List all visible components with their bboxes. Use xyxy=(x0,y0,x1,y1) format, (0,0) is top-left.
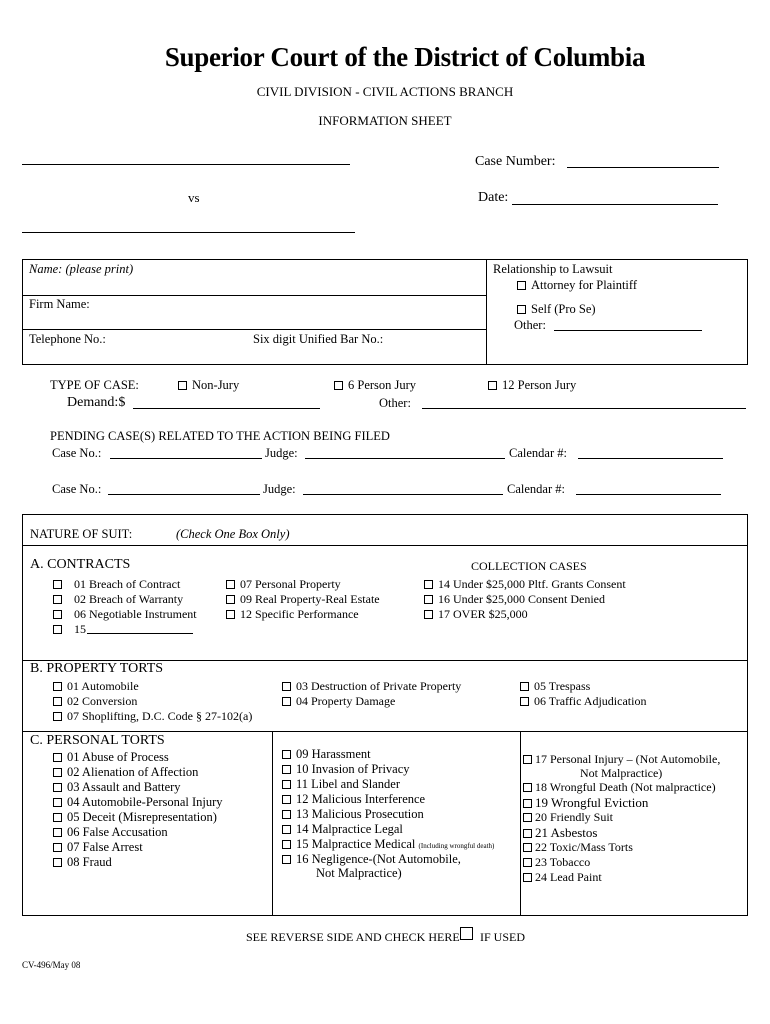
personal-13[interactable] xyxy=(282,807,424,822)
checkbox[interactable] xyxy=(53,798,62,807)
property-05[interactable] xyxy=(520,679,590,694)
checkbox[interactable] xyxy=(424,580,433,589)
name-label[interactable]: Name: (please print) xyxy=(29,262,134,276)
option-label: 11 Libel and Slander xyxy=(296,777,401,791)
personal-col-divider-2 xyxy=(520,731,521,916)
option-label: 21 Asbestos xyxy=(535,825,598,840)
contract-07[interactable] xyxy=(226,577,341,592)
personal-21[interactable] xyxy=(523,825,597,841)
property-torts-heading: B. PROPERTY TORTS xyxy=(30,661,164,676)
calendar-field-2[interactable] xyxy=(576,494,721,495)
option-label: 02 Alienation of Affection xyxy=(67,765,199,779)
personal-06[interactable] xyxy=(53,825,168,840)
checkbox[interactable] xyxy=(523,813,532,822)
page-title: Superior Court of the District of Columbia xyxy=(164,42,646,72)
non-jury-option[interactable] xyxy=(178,378,239,393)
plaintiff-line[interactable] xyxy=(22,164,350,165)
checkbox[interactable] xyxy=(53,843,62,852)
checkbox[interactable] xyxy=(282,795,291,804)
option-label: 17 OVER $25,000 xyxy=(438,607,528,621)
nature-divider xyxy=(22,545,748,546)
property-02[interactable] xyxy=(53,694,137,709)
checkbox[interactable] xyxy=(53,682,62,691)
division-subtitle: CIVIL DIVISION - CIVIL ACTIONS BRANCH xyxy=(256,84,514,99)
checkbox[interactable] xyxy=(523,755,532,764)
pending-heading: PENDING CASE(S) RELATED TO THE ACTION BEING FILED xyxy=(50,429,390,443)
checkbox[interactable] xyxy=(523,783,532,792)
contact-row-divider-2 xyxy=(22,329,487,330)
personal-11[interactable] xyxy=(282,777,400,792)
checkbox[interactable] xyxy=(282,750,291,759)
attorney-label: Attorney for Plaintiff xyxy=(531,278,637,292)
contract-14[interactable] xyxy=(424,577,626,592)
contract-06[interactable] xyxy=(53,607,197,622)
contract-12[interactable] xyxy=(226,607,359,622)
six-jury-option[interactable] xyxy=(334,378,416,393)
relationship-label: Relationship to Lawsuit xyxy=(493,262,613,276)
checkbox[interactable] xyxy=(53,595,62,604)
calendar-field-1[interactable] xyxy=(578,458,723,459)
checkbox[interactable] xyxy=(424,610,433,619)
calendar-label-2: Calendar #: xyxy=(507,482,565,496)
option-label: 05 Deceit (Misrepresentation) xyxy=(67,810,217,824)
vs-label: vs xyxy=(188,190,200,205)
checkbox[interactable] xyxy=(282,765,291,774)
personal-09[interactable] xyxy=(282,747,371,762)
contract-17[interactable] xyxy=(424,607,528,622)
option-label: 14 Malpractice Legal xyxy=(296,822,403,836)
property-07[interactable] xyxy=(53,709,252,724)
checkbox[interactable] xyxy=(282,780,291,789)
reverse-side-checkbox[interactable] xyxy=(460,927,473,940)
option-label: 10 Invasion of Privacy xyxy=(296,762,410,776)
option-label: 15 xyxy=(74,622,86,636)
personal-05[interactable] xyxy=(53,810,217,825)
personal-17-cont: Not Malpractice) xyxy=(580,766,663,780)
property-01[interactable] xyxy=(53,679,139,694)
nature-instruction: (Check One Box Only) xyxy=(176,527,290,541)
type-other-field[interactable] xyxy=(422,408,746,409)
checkbox[interactable] xyxy=(226,610,235,619)
contract-15[interactable] xyxy=(53,622,86,637)
six-jury-label: 6 Person Jury xyxy=(348,378,417,392)
date-field[interactable] xyxy=(512,204,718,205)
option-label: 07 Shoplifting, D.C. Code § 27-102(a) xyxy=(67,709,253,723)
checkbox[interactable] xyxy=(226,595,235,604)
personal-12[interactable] xyxy=(282,792,425,807)
contracts-heading: A. CONTRACTS xyxy=(30,557,131,572)
checkbox[interactable] xyxy=(53,712,62,721)
nature-of-suit-label: NATURE OF SUIT: xyxy=(30,527,133,541)
personal-17[interactable] xyxy=(523,752,720,767)
twelve-jury-checkbox[interactable] xyxy=(488,381,497,390)
option-label: 20 Friendly Suit xyxy=(535,810,614,824)
option-label: 17 Personal Injury – (Not Automobile, xyxy=(535,752,721,766)
type-other-label: Other: xyxy=(379,396,411,410)
option-label: 19 Wrongful Eviction xyxy=(535,795,649,810)
option-label: 01 Breach of Contract xyxy=(74,577,181,591)
checkbox[interactable] xyxy=(53,610,62,619)
checkbox[interactable] xyxy=(53,768,62,777)
demand-field[interactable] xyxy=(133,408,320,409)
personal-16[interactable] xyxy=(282,852,461,867)
checkbox[interactable] xyxy=(53,813,62,822)
option-label: 06 Traffic Adjudication xyxy=(534,694,647,708)
non-jury-label: Non-Jury xyxy=(192,378,240,392)
personal-torts-heading: C. PERSONAL TORTS xyxy=(30,733,165,748)
type-of-case-label: TYPE OF CASE: xyxy=(50,378,139,392)
telephone-label[interactable]: Telephone No.: xyxy=(29,332,106,346)
attorney-option[interactable] xyxy=(517,278,637,293)
option-label: 04 Property Damage xyxy=(296,694,396,708)
checkbox[interactable] xyxy=(282,697,291,706)
personal-col-divider-1 xyxy=(272,731,273,916)
option-label: 24 Lead Paint xyxy=(535,870,602,884)
option-label: 22 Toxic/Mass Torts xyxy=(535,840,633,854)
defendant-line[interactable] xyxy=(22,232,355,233)
option-label: 12 Malicious Interference xyxy=(296,792,426,806)
option-label: 23 Tobacco xyxy=(535,855,591,869)
checkbox[interactable] xyxy=(53,580,62,589)
option-label: 16 Negligence-(Not Automobile, xyxy=(296,852,461,866)
date-label: Date: xyxy=(478,190,509,205)
option-label: 01 Automobile xyxy=(67,679,139,693)
attorney-checkbox[interactable] xyxy=(517,281,526,290)
checkbox[interactable] xyxy=(282,825,291,834)
option-label: 13 Malicious Prosecution xyxy=(296,807,424,821)
contract-16[interactable] xyxy=(424,592,605,607)
contact-divider xyxy=(486,259,487,365)
personal-03[interactable] xyxy=(53,780,181,795)
personal-19[interactable] xyxy=(523,795,648,811)
option-label: 06 Negotiable Instrument xyxy=(74,607,197,621)
reverse-side-note: SEE REVERSE SIDE AND CHECK HERE xyxy=(246,930,460,944)
if-used-label: IF USED xyxy=(480,930,526,944)
personal-08[interactable] xyxy=(53,855,112,870)
personal-14[interactable] xyxy=(282,822,403,837)
option-label: 03 Destruction of Private Property xyxy=(296,679,462,693)
option-label: 07 Personal Property xyxy=(240,577,341,591)
option-label: 03 Assault and Battery xyxy=(67,780,181,794)
personal-18[interactable] xyxy=(523,780,716,795)
bar-number-label[interactable]: Six digit Unified Bar No.: xyxy=(253,332,384,346)
property-divider xyxy=(22,731,748,732)
personal-23[interactable] xyxy=(523,855,590,870)
sheet-subtitle: INFORMATION SHEET xyxy=(318,113,452,128)
option-label: 12 Specific Performance xyxy=(240,607,359,621)
option-label: 14 Under $25,000 Pltf. Grants Consent xyxy=(438,577,626,591)
personal-04[interactable] xyxy=(53,795,223,810)
property-04[interactable] xyxy=(282,694,395,709)
relationship-other-field[interactable] xyxy=(554,330,702,331)
checkbox[interactable] xyxy=(523,858,532,867)
checkbox[interactable] xyxy=(520,697,529,706)
checkbox[interactable] xyxy=(53,858,62,867)
case-no-field-2[interactable] xyxy=(108,494,260,495)
form-id: CV-496/May 08 xyxy=(22,960,81,970)
firm-label[interactable]: Firm Name: xyxy=(29,297,90,311)
relationship-other-label: Other: xyxy=(514,318,546,332)
calendar-label-1: Calendar #: xyxy=(509,446,567,460)
non-jury-checkbox[interactable] xyxy=(178,381,187,390)
option-label: 15 Malpractice Medical xyxy=(296,837,416,851)
option-label: 05 Trespass xyxy=(534,679,591,693)
checkbox[interactable] xyxy=(523,829,532,838)
property-06[interactable] xyxy=(520,694,646,709)
twelve-jury-option[interactable] xyxy=(488,378,576,393)
checkbox[interactable] xyxy=(523,873,532,882)
self-label: Self (Pro Se) xyxy=(531,302,596,316)
option-label: 07 False Arrest xyxy=(67,840,143,854)
option-label: 09 Harassment xyxy=(296,747,371,761)
option-label: 18 Wrongful Death (Not malpractice) xyxy=(535,780,716,794)
medical-note: (Including wrongful death) xyxy=(418,842,495,850)
option-label: 06 False Accusation xyxy=(67,825,168,839)
judge-field-2[interactable] xyxy=(303,494,503,495)
checkbox[interactable] xyxy=(53,753,62,762)
case-number-label: Case Number: xyxy=(475,154,556,169)
option-label: 16 Under $25,000 Consent Denied xyxy=(438,592,605,606)
checkbox[interactable] xyxy=(282,810,291,819)
checkbox[interactable] xyxy=(424,595,433,604)
option-label: 02 Breach of Warranty xyxy=(74,592,184,606)
personal-07[interactable] xyxy=(53,840,143,855)
case-no-label-2: Case No.: xyxy=(52,482,102,496)
option-label: 02 Conversion xyxy=(67,694,138,708)
judge-label-1: Judge: xyxy=(265,446,298,460)
checkbox[interactable] xyxy=(523,843,532,852)
collection-heading: COLLECTION CASES xyxy=(471,559,587,573)
case-no-field-1[interactable] xyxy=(110,458,262,459)
checkbox[interactable] xyxy=(282,682,291,691)
checkbox[interactable] xyxy=(53,783,62,792)
contract-15-field[interactable] xyxy=(87,633,193,634)
checkbox[interactable] xyxy=(226,580,235,589)
judge-field-1[interactable] xyxy=(305,458,505,459)
judge-label-2: Judge: xyxy=(263,482,296,496)
personal-20[interactable] xyxy=(523,810,613,825)
twelve-jury-label: 12 Person Jury xyxy=(502,378,577,392)
personal-10[interactable] xyxy=(282,762,410,777)
personal-02[interactable] xyxy=(53,765,198,780)
personal-22[interactable] xyxy=(523,840,633,855)
personal-16-cont: Not Malpractice) xyxy=(316,866,402,880)
option-label: 04 Automobile-Personal Injury xyxy=(67,795,223,809)
contract-01[interactable] xyxy=(53,577,180,592)
contact-row-divider-1 xyxy=(22,295,487,296)
checkbox[interactable] xyxy=(53,697,62,706)
six-jury-checkbox[interactable] xyxy=(334,381,343,390)
checkbox[interactable] xyxy=(523,799,532,808)
option-label: 09 Real Property-Real Estate xyxy=(240,592,380,606)
checkbox[interactable] xyxy=(282,840,291,849)
checkbox[interactable] xyxy=(520,682,529,691)
case-no-label-1: Case No.: xyxy=(52,446,102,460)
option-label: 01 Abuse of Process xyxy=(67,750,169,764)
contract-09[interactable] xyxy=(226,592,380,607)
case-number-field[interactable] xyxy=(567,167,719,168)
self-checkbox[interactable] xyxy=(517,305,526,314)
checkbox[interactable] xyxy=(53,828,62,837)
personal-01[interactable] xyxy=(53,750,169,765)
contract-02[interactable] xyxy=(53,592,183,607)
personal-15[interactable] xyxy=(282,837,494,852)
checkbox[interactable] xyxy=(53,625,62,634)
demand-label: Demand:$ xyxy=(67,395,126,410)
checkbox[interactable] xyxy=(282,855,291,864)
self-option[interactable] xyxy=(517,302,596,317)
property-03[interactable] xyxy=(282,679,461,694)
personal-24[interactable] xyxy=(523,870,602,885)
option-label: 08 Fraud xyxy=(67,855,112,869)
